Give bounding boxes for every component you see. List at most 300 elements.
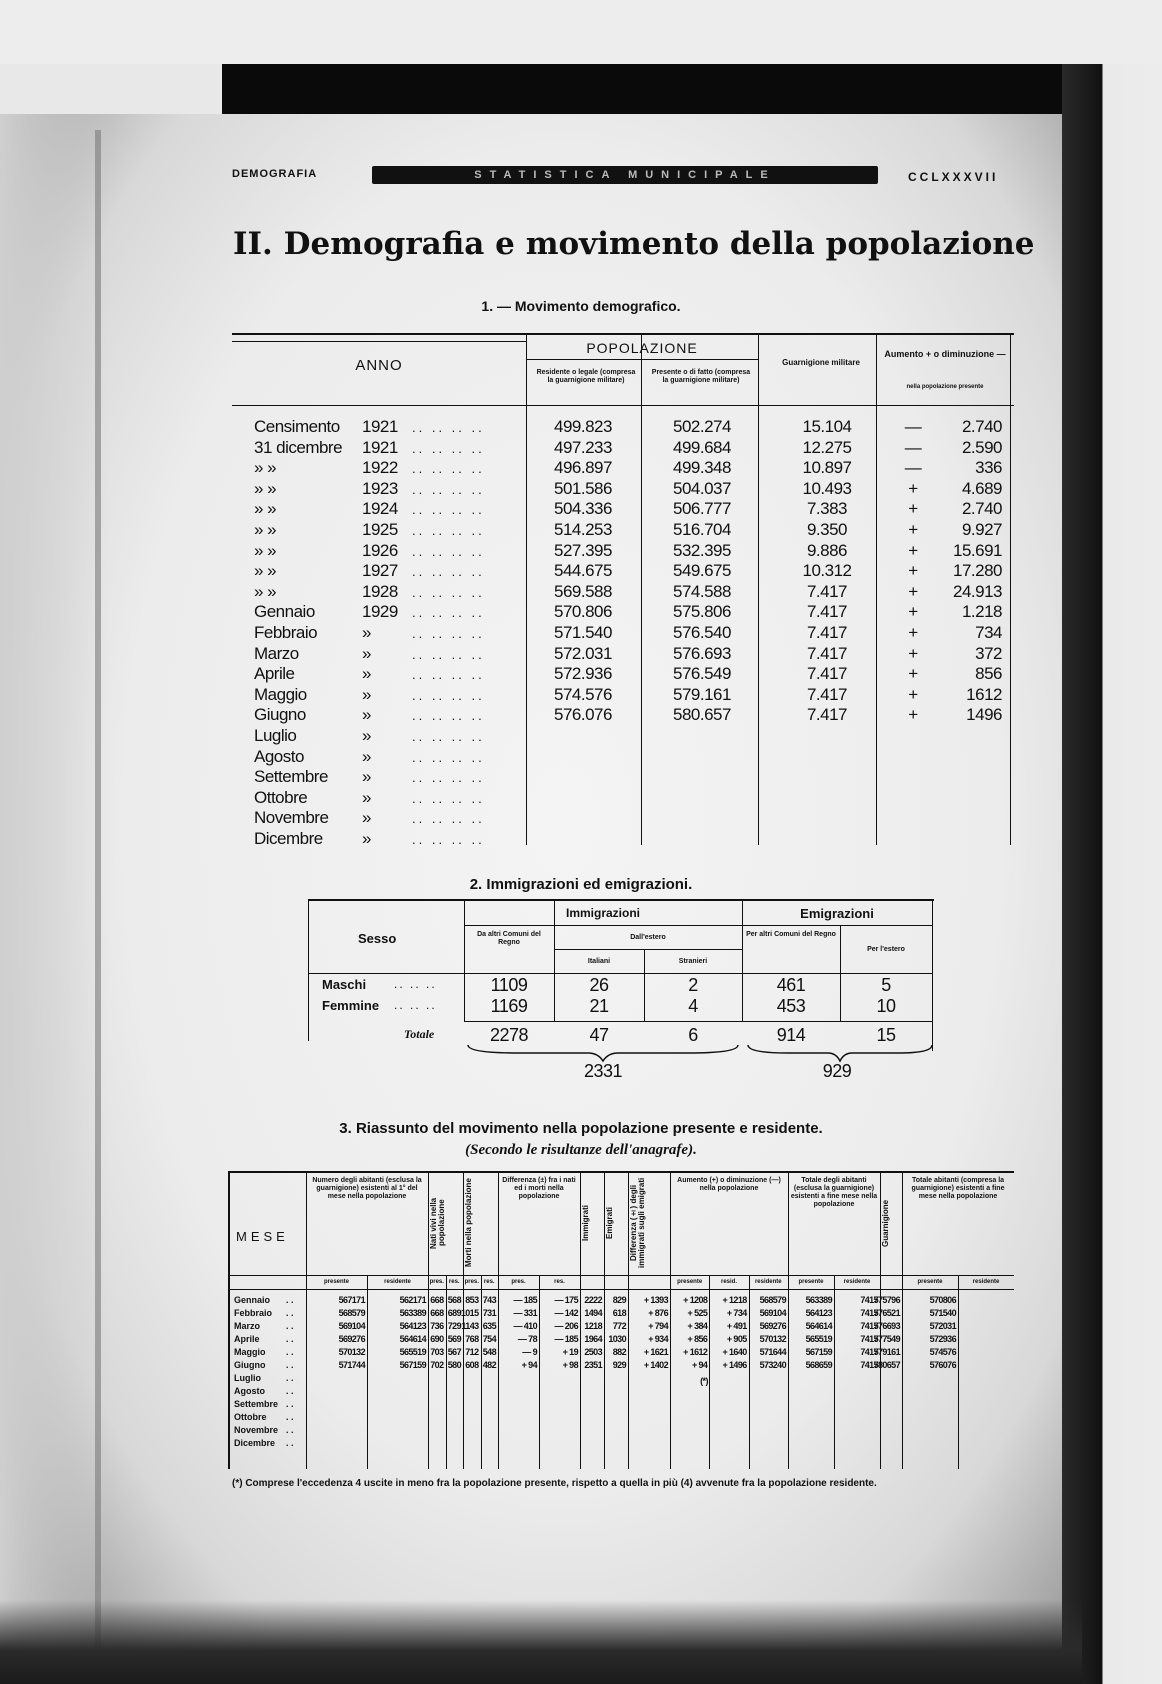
row-label: » » — [254, 458, 277, 478]
data-cell: 668 — [430, 1308, 444, 1318]
rule — [958, 1275, 959, 1469]
femmine-stranieri: 4 — [688, 996, 698, 1016]
col-subheader: presente — [677, 1279, 703, 1285]
table-row — [232, 623, 1014, 644]
month-label: Ottobre — [234, 1412, 267, 1422]
data-cell: 580657 — [873, 1360, 900, 1370]
value-guarnigione: 10.897 — [802, 458, 852, 478]
col-subheader: residente — [384, 1279, 411, 1285]
value-sign: + — [908, 499, 918, 519]
data-cell: — 331 — [513, 1308, 537, 1318]
data-cell: 1015 — [460, 1308, 479, 1318]
page-title: II. Demografia e movimento della popolazione — [233, 226, 1035, 262]
data-cell: 482 — [482, 1360, 496, 1370]
data-cell: + 98 — [562, 1360, 578, 1370]
row-label: » » — [254, 520, 277, 539]
data-cell: — 142 — [554, 1308, 578, 1318]
data-cell: 564614 — [805, 1321, 832, 1331]
row-year: 1925 — [362, 520, 398, 539]
col-guarnigione: Guarnigione militare — [782, 358, 860, 367]
row-label: Marzo — [254, 643, 299, 663]
data-cell: + 1621 — [643, 1347, 668, 1357]
value-presente: 502.274 — [673, 417, 731, 436]
rule — [554, 949, 742, 950]
value-presente: 532.395 — [673, 540, 731, 560]
month-label: Luglio — [234, 1373, 261, 1383]
value-sign: + — [908, 520, 918, 539]
value-variazione: 734 — [975, 623, 1002, 642]
row-year: 1927 — [362, 561, 398, 581]
scan-bottom-shadow — [0, 1600, 1082, 1684]
rule — [232, 405, 1014, 406]
month-label: Novembre — [234, 1425, 279, 1435]
leader-dots: .. .. .. .. — [412, 708, 485, 724]
value-variazione: 336 — [975, 458, 1002, 478]
data-cell: 568579 — [759, 1295, 786, 1305]
row-femmine-dots: .. .. .. — [394, 998, 437, 1012]
leader-dots: .. .. .. .. — [412, 790, 485, 806]
leader-dots: . . — [286, 1438, 294, 1448]
table-row — [232, 499, 1014, 520]
data-cell: 562171 — [399, 1295, 426, 1305]
value-sign: + — [908, 643, 918, 663]
data-cell: + 856 — [687, 1334, 708, 1344]
table-row — [232, 520, 1014, 541]
rule — [308, 973, 932, 974]
value-residente: 572.936 — [554, 664, 612, 684]
brace-immigrazioni — [468, 1045, 738, 1061]
table-row — [232, 747, 1014, 768]
scan-light-tab — [0, 64, 222, 114]
data-cell: + 1393 — [643, 1295, 668, 1305]
data-cell: 569 — [447, 1334, 461, 1344]
col-header: Immigrati — [581, 1205, 590, 1242]
value-residente: 497.233 — [554, 437, 612, 457]
data-cell: + 934 — [648, 1334, 668, 1344]
col-header: Totale degli abitanti (esclusa la guarnigione) esistenti a fine mese nella popolazione — [790, 1177, 878, 1208]
value-sign: — — [904, 437, 922, 457]
row-year: 1924 — [362, 499, 398, 519]
data-cell: 569276 — [759, 1321, 786, 1331]
data-cell: + 1402 — [643, 1360, 668, 1370]
femmine-da-comuni: 1169 — [490, 996, 528, 1016]
leader-dots: .. .. .. .. — [412, 667, 485, 683]
leader-dots: .. .. .. .. — [412, 770, 485, 786]
row-year: 1929 — [362, 602, 398, 622]
row-label: Ottobre — [254, 787, 308, 807]
value-variazione: 17.280 — [953, 561, 1002, 581]
running-header-bar: STATISTICA MUNICIPALE — [372, 166, 878, 184]
data-cell: 567159 — [805, 1347, 832, 1357]
value-residente: 501.586 — [554, 478, 612, 498]
data-cell: 712 — [465, 1347, 479, 1357]
value-sign: + — [908, 478, 918, 498]
col-subheader: pres. — [511, 1279, 526, 1285]
row-femmine-label: Femmine — [322, 998, 380, 1013]
value-guarnigione: 7.417 — [806, 684, 848, 704]
value-variazione: 856 — [975, 664, 1002, 684]
value-variazione: 4.689 — [961, 478, 1002, 498]
rule — [306, 1173, 307, 1469]
value-variazione: 372 — [975, 643, 1002, 663]
col-immigrazioni: Immigrazioni — [565, 906, 640, 920]
month-label: Febbraio — [234, 1308, 273, 1318]
col-presente: Presente o di fatto (compresa la guarnigione militare) — [651, 369, 751, 384]
col-subheader: presente — [917, 1279, 943, 1285]
row-year: » — [362, 726, 371, 745]
data-cell: 564123 — [399, 1321, 426, 1331]
totale-per-comuni: 914 — [776, 1025, 806, 1045]
value-variazione: 1496 — [966, 705, 1002, 725]
data-cell: 729 — [447, 1321, 461, 1331]
value-sign: + — [908, 581, 918, 601]
value-guarnigione: 7.417 — [806, 643, 848, 663]
value-guarnigione: 7.417 — [806, 581, 848, 601]
table-row — [232, 808, 1014, 829]
col-subheader: residente — [754, 1279, 782, 1285]
row-year: 1921 — [362, 437, 398, 457]
data-cell: + 1218 — [722, 1295, 747, 1305]
col-subheader: res. — [448, 1279, 460, 1285]
leader-dots: . . — [286, 1295, 294, 1305]
leader-dots: . . — [286, 1360, 294, 1370]
data-cell: 743 — [482, 1295, 496, 1305]
data-cell: + 384 — [687, 1321, 708, 1331]
value-variazione: 2.590 — [961, 437, 1002, 457]
col-aumento: Aumento + o diminuzione — — [884, 349, 1006, 359]
femmine-italiani: 21 — [589, 996, 609, 1016]
leader-dots: .. .. .. .. — [412, 543, 485, 559]
data-cell: 563389 — [399, 1308, 426, 1318]
row-label: » » — [254, 499, 277, 519]
totale-italiani: 47 — [589, 1025, 609, 1045]
row-year: 1928 — [362, 581, 398, 601]
page-number: CCLXXXVII — [908, 170, 999, 184]
background-strip — [0, 0, 1162, 64]
row-label: » » — [254, 561, 277, 581]
value-residente: 574.576 — [554, 684, 612, 704]
col-subheader: res. — [554, 1279, 565, 1285]
col-subheader: presente — [323, 1279, 349, 1285]
leader-dots: .. .. .. .. — [412, 749, 485, 765]
data-cell: 570132 — [759, 1334, 786, 1344]
row-year: » — [362, 829, 371, 848]
value-guarnigione: 10.312 — [802, 561, 852, 581]
col-da-comuni: Da altri Comuni del Regno — [477, 931, 541, 946]
leader-dots: .. .. .. .. — [412, 584, 485, 600]
col-dall-estero: Dall'estero — [630, 934, 666, 941]
data-cell: 2222 — [584, 1295, 602, 1305]
value-presente: 575.806 — [673, 602, 731, 622]
value-variazione: 2.740 — [961, 417, 1002, 436]
col-header: Differenza (±) degli immigrati sugli emigrati — [629, 1177, 646, 1269]
leader-dots: .. .. .. .. — [412, 523, 485, 538]
data-cell: 635 — [482, 1321, 496, 1331]
value-sign: + — [908, 684, 918, 704]
value-sign: + — [908, 540, 918, 560]
data-cell: 690 — [430, 1334, 444, 1344]
col-header: Nati vivi nella popolazione — [429, 1197, 446, 1249]
row-year: » — [362, 808, 371, 828]
table-row — [232, 417, 1014, 438]
row-year: 1926 — [362, 540, 398, 560]
value-residente: 499.823 — [554, 417, 612, 436]
rule — [902, 1173, 903, 1469]
rule — [230, 1275, 1014, 1276]
value-sign: — — [904, 417, 922, 436]
rule — [464, 1021, 932, 1022]
value-guarnigione: 9.886 — [806, 540, 848, 560]
data-cell: 768 — [465, 1334, 479, 1344]
col-subheader: pres. — [464, 1279, 479, 1285]
data-cell: 567159 — [399, 1360, 426, 1370]
table-row — [232, 582, 1014, 603]
totale-da-comuni: 2278 — [489, 1025, 529, 1045]
data-cell: 1964 — [584, 1334, 602, 1344]
table-row — [232, 726, 1014, 747]
value-guarnigione: 7.417 — [806, 664, 848, 684]
data-cell: 929 — [612, 1360, 626, 1370]
row-year: » — [362, 623, 371, 642]
data-cell: 573240 — [759, 1360, 786, 1370]
value-variazione: 24.913 — [953, 581, 1002, 601]
row-year: 1922 — [362, 458, 398, 478]
leader-dots: . . — [286, 1386, 294, 1396]
data-cell: + 1612 — [683, 1347, 708, 1357]
col-header: Numero degli abitanti (esclusa la guarnigione) esistenti al 1° del mese nella popolazione — [312, 1177, 422, 1200]
maschi-per-estero: 5 — [881, 975, 891, 995]
value-variazione: 15.691 — [953, 540, 1002, 560]
row-label: Luglio — [254, 726, 297, 745]
table-row — [232, 664, 1014, 685]
row-year: » — [362, 643, 371, 663]
leader-dots: .. .. .. .. — [412, 564, 485, 580]
movimento-demografico-table — [232, 333, 1014, 848]
value-residente: 569.588 — [554, 581, 612, 601]
value-presente: 576.549 — [673, 664, 731, 684]
leader-dots: .. .. .. .. — [412, 440, 485, 456]
col-mese: MESE — [236, 1229, 289, 1244]
table-row — [232, 644, 1014, 665]
rule — [230, 1289, 1014, 1290]
data-cell: 564614 — [399, 1334, 426, 1344]
value-presente: 574.588 — [673, 581, 731, 601]
value-variazione: 9.927 — [961, 520, 1002, 539]
value-presente: 499.348 — [673, 458, 731, 478]
totale-per-estero: 15 — [876, 1025, 896, 1045]
row-label: Gennaio — [254, 602, 315, 622]
section2-title: 2. Immigrazioni ed emigrazioni. — [469, 876, 693, 893]
row-maschi-label: Maschi — [322, 977, 367, 992]
value-residente: 572.031 — [554, 643, 612, 663]
footnote-marker: (*) — [700, 1376, 708, 1386]
data-cell: 754 — [482, 1334, 496, 1344]
value-guarnigione: 7.417 — [806, 623, 848, 642]
data-cell: 548 — [482, 1347, 496, 1357]
data-cell: 736 — [430, 1321, 444, 1331]
table-row — [232, 767, 1014, 788]
leader-dots: . . — [286, 1425, 294, 1435]
col-aumento-sub: nella popolazione presente — [906, 384, 984, 390]
value-sign: + — [908, 705, 918, 725]
col-residente: Residente o legale (compresa la guarnigione militare) — [536, 369, 636, 384]
col-subheader: res. — [483, 1279, 495, 1285]
data-cell: 1143 — [461, 1321, 479, 1331]
row-label: 31 dicembre — [254, 437, 343, 457]
data-cell: — 9 — [522, 1347, 537, 1357]
leader-dots: .. .. .. .. — [412, 502, 485, 518]
data-cell: 702 — [430, 1360, 444, 1370]
data-cell: + 1208 — [683, 1295, 708, 1305]
leader-dots: . . — [286, 1334, 294, 1344]
row-maschi-dots: .. .. .. — [394, 977, 437, 991]
month-label: Giugno — [234, 1360, 266, 1370]
data-cell: 608 — [465, 1360, 479, 1370]
scan-dark-band — [222, 64, 1082, 119]
value-presente: 549.675 — [673, 561, 731, 581]
data-cell: 7417 — [860, 1360, 878, 1370]
value-presente: 504.037 — [673, 478, 731, 498]
col-subheader: pres. — [429, 1279, 444, 1285]
col-subheader: residente — [843, 1279, 871, 1285]
rule — [308, 901, 309, 1041]
row-label: Agosto — [254, 746, 304, 766]
value-sign: + — [908, 623, 918, 642]
data-cell: 565519 — [399, 1347, 426, 1357]
value-sign: + — [908, 664, 918, 684]
month-label: Marzo — [234, 1321, 261, 1331]
data-cell: 571644 — [759, 1347, 786, 1357]
data-cell: 618 — [612, 1308, 626, 1318]
value-presente: 580.657 — [673, 705, 731, 725]
month-label: Aprile — [234, 1334, 260, 1344]
rule — [464, 925, 932, 926]
data-cell: 1030 — [608, 1334, 626, 1344]
rule — [932, 901, 933, 1051]
data-cell: 577549 — [873, 1334, 900, 1344]
data-cell: — 206 — [554, 1321, 578, 1331]
data-cell: 576076 — [929, 1360, 956, 1370]
row-label: » » — [254, 540, 277, 560]
data-cell: 568659 — [805, 1360, 832, 1370]
leader-dots: .. .. .. .. — [412, 811, 485, 827]
col-header: Differenza (±) fra i nati ed i morti nella popolazione — [502, 1177, 576, 1200]
data-cell: 567 — [447, 1347, 461, 1357]
rule — [526, 359, 758, 360]
leader-dots: .. .. .. .. — [412, 646, 485, 662]
data-cell: — 410 — [513, 1321, 537, 1331]
data-cell: 564123 — [805, 1308, 832, 1318]
value-presente: 506.777 — [673, 499, 731, 519]
row-label: » » — [254, 478, 277, 498]
section3-title: 3. Riassunto del movimento nella popolazione presente e residente. — [339, 1120, 823, 1137]
maschi-stranieri: 2 — [688, 975, 698, 995]
col-per-comuni: Per altri Comuni del Regno — [746, 931, 836, 938]
col-per-estero: Per l'estero — [867, 946, 905, 953]
col-italiani: Italiani — [587, 958, 611, 965]
table-row — [232, 829, 1014, 850]
data-cell: + 794 — [648, 1321, 668, 1331]
leader-dots: . . — [286, 1308, 294, 1318]
col-stranieri: Stranieri — [678, 958, 708, 965]
leader-dots: . . — [286, 1399, 294, 1409]
data-cell: 563389 — [805, 1295, 832, 1305]
data-cell: + 1496 — [722, 1360, 747, 1370]
col-header: Guarnigione — [881, 1199, 890, 1247]
femmine-per-estero: 10 — [876, 996, 896, 1016]
leader-dots: .. .. .. .. — [412, 461, 485, 477]
totale-stranieri: 6 — [688, 1025, 698, 1045]
row-label: Febbraio — [254, 623, 318, 642]
value-variazione: 2.740 — [961, 499, 1002, 519]
data-cell: 580 — [447, 1360, 461, 1370]
table-row — [232, 705, 1014, 726]
col-header: Totale abitanti (compresa la guarnigione) esistenti a fine mese nella popolazione — [911, 1177, 1005, 1200]
data-cell: 731 — [482, 1308, 496, 1318]
data-cell: + 876 — [648, 1308, 668, 1318]
section3-subtitle: (Secondo le risultanze dell'anagrafe). — [465, 1142, 697, 1158]
data-cell: 579161 — [873, 1347, 900, 1357]
row-label: Censimento — [254, 417, 340, 436]
value-guarnigione: 7.383 — [806, 499, 848, 519]
data-cell: 570806 — [929, 1295, 956, 1305]
value-guarnigione: 7.417 — [806, 705, 848, 725]
value-presente: 579.161 — [673, 684, 731, 704]
data-cell: 829 — [612, 1295, 626, 1305]
value-sign: + — [908, 602, 918, 622]
row-year: 1923 — [362, 478, 398, 498]
value-guarnigione: 10.493 — [802, 478, 852, 498]
data-cell: + 525 — [687, 1308, 708, 1318]
row-year: » — [362, 767, 371, 787]
value-residente: 504.336 — [554, 499, 612, 519]
data-cell: 882 — [612, 1347, 626, 1357]
row-label: Settembre — [254, 767, 328, 787]
leader-dots: . . — [286, 1347, 294, 1357]
data-cell: 703 — [430, 1347, 444, 1357]
row-label: Dicembre — [254, 829, 323, 848]
brace-emigrazioni — [748, 1045, 932, 1061]
data-cell: — 78 — [517, 1334, 537, 1344]
month-label: Settembre — [234, 1399, 279, 1409]
col-subheader: residente — [972, 1279, 1000, 1285]
data-cell: — 185 — [554, 1334, 578, 1344]
data-cell: 772 — [612, 1321, 626, 1331]
row-label: Aprile — [254, 664, 295, 684]
value-presente: 499.684 — [673, 437, 731, 457]
value-presente: 576.693 — [673, 643, 731, 663]
data-cell: + 734 — [726, 1308, 747, 1318]
col-popolazione: POPOLAZIONE — [586, 340, 698, 356]
table-row — [232, 685, 1014, 706]
value-presente: 576.540 — [673, 623, 731, 642]
data-cell: 7417 — [860, 1295, 878, 1305]
data-cell: 2503 — [584, 1347, 602, 1357]
data-cell: 571540 — [929, 1308, 956, 1318]
value-guarnigione: 7.417 — [806, 602, 848, 622]
row-year: » — [362, 746, 371, 766]
riassunto-table — [228, 1171, 1014, 1469]
col-anno: ANNO — [355, 357, 403, 374]
value-guarnigione: 12.275 — [802, 437, 852, 457]
data-cell: 565519 — [805, 1334, 832, 1344]
leader-dots: .. .. .. .. — [412, 605, 485, 621]
data-cell: 569104 — [338, 1321, 365, 1331]
data-cell: 853 — [465, 1295, 479, 1305]
data-cell: 569104 — [759, 1308, 786, 1318]
leader-dots: .. .. .. .. — [412, 832, 485, 847]
value-presente: 516.704 — [673, 520, 731, 539]
